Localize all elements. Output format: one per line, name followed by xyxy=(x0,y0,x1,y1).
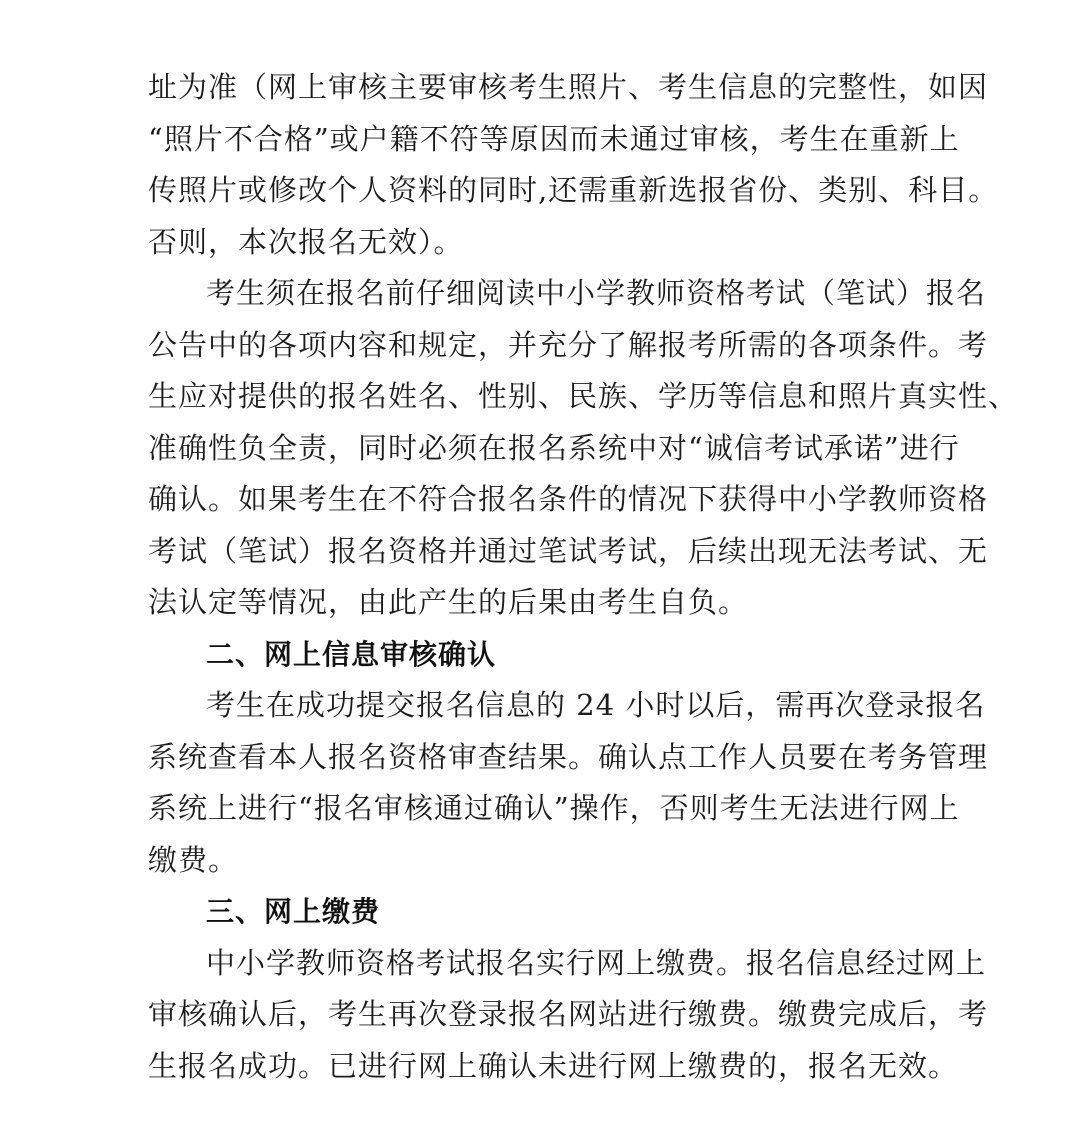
text-line: 中小学教师资格考试报名实行网上缴费。报名信息经过网上 xyxy=(206,945,987,980)
text-line: 系统上进行“报名审核通过确认”操作，否则考生无法进行网上 xyxy=(148,791,960,825)
text-line: 考生在成功提交报名信息的 24 小时以后，需再次登录报名 xyxy=(206,688,986,722)
document-body xyxy=(148,62,1019,1092)
text-line: 址为准（网上审核主要审核考生照片、考生信息的完整性，如因 xyxy=(148,70,989,104)
text-line: 生应对提供的报名姓名、性别、民族、学历等信息和照片真实性、 xyxy=(148,379,1019,413)
text-line: 准确性负全责，同时必须在报名系统中对“诚信考试承诺”进行 xyxy=(148,430,960,465)
text-line: 审核确认后，考生再次登录报名网站进行缴费。缴费完成后，考 xyxy=(148,997,989,1031)
text-line: 生报名成功。已进行网上确认未进行网上缴费的，报名无效。 xyxy=(148,1048,959,1083)
section-heading-online-review: 二、网上信息审核确认 xyxy=(206,637,497,671)
text-line: “照片不合格”或户籍不符等原因而未通过审核，考生在重新上 xyxy=(148,121,960,156)
text-line: 否则，本次报名无效）。 xyxy=(148,224,464,259)
text-line: 系统查看本人报名资格审查结果。确认点工作人员要在考务管理 xyxy=(148,739,989,774)
text-line: 传照片或修改个人资料的同时,还需重新选报省份、类别、科目。 xyxy=(148,173,999,207)
text-line: 考试（笔试）报名资格并通过笔试考试，后续出现无法考试、无 xyxy=(148,533,989,568)
text-line: 确认。如果考生在不符合报名条件的情况下获得中小学教师资格 xyxy=(148,482,989,516)
paragraph-online-review xyxy=(148,680,989,886)
paragraph-continuation xyxy=(148,62,999,268)
section-heading-online-payment: 三、网上缴费 xyxy=(206,895,381,928)
text-line: 法认定等情况，由此产生的后果由考生自负。 xyxy=(148,585,749,619)
text-line: 缴费。 xyxy=(148,842,239,877)
paragraph-online-payment xyxy=(148,938,989,1093)
paragraph-registration-notice xyxy=(148,268,1019,629)
text-line: 公告中的各项内容和规定，并充分了解报考所需的各项条件。考 xyxy=(148,327,989,362)
text-line: 考生须在报名前仔细阅读中小学教师资格考试（笔试）报名 xyxy=(206,276,987,310)
